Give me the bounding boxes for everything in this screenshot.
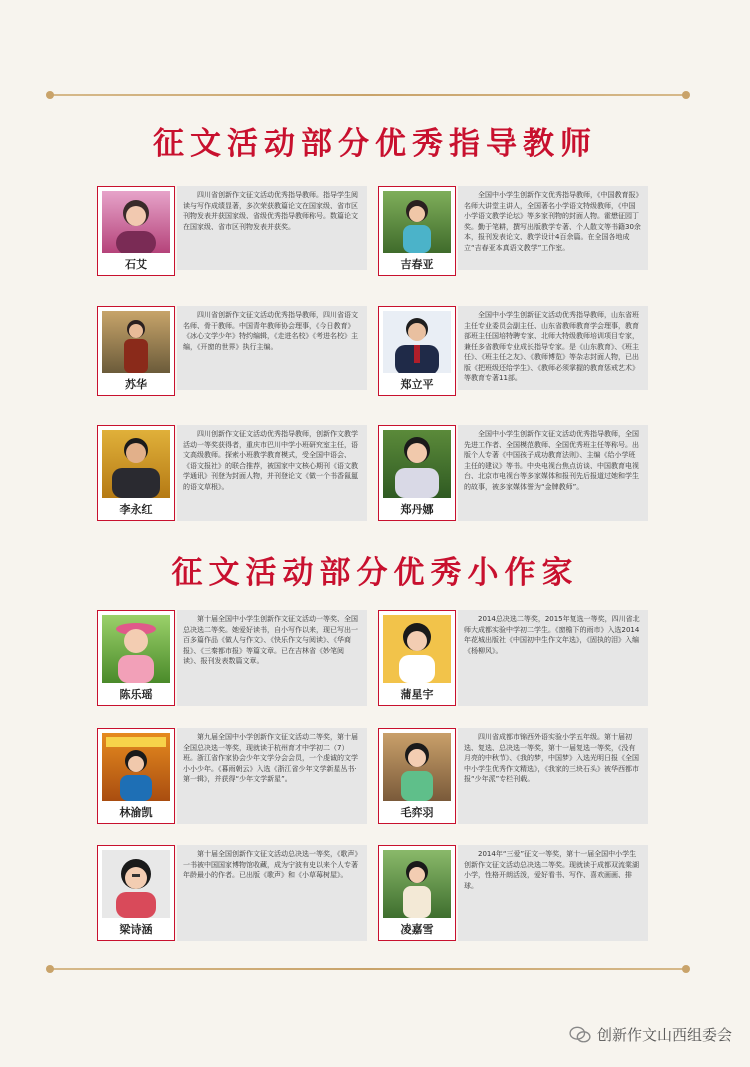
writer-card xyxy=(97,728,367,824)
portrait-photo xyxy=(102,733,170,801)
wechat-icon xyxy=(569,1026,591,1044)
person-silhouette-icon xyxy=(383,850,451,918)
person-bio: 四川省成都市锦西外语实验小学五年级。第十届初选、复选、总决选一等奖，第十一届复选一等奖，《没有月亮的中秋节》、《我的梦，中国梦》入选光明日报《全国中小学生优秀作文精选》，《我家的三块石头》被华西都市报“少年派”专栏刊载。 xyxy=(458,728,648,824)
photo-frame xyxy=(97,306,175,396)
person-silhouette-icon xyxy=(383,430,451,498)
photo-frame xyxy=(97,845,175,941)
photo-frame xyxy=(97,186,175,276)
section1-title: 征文活动部分优秀指导教师 xyxy=(153,126,597,162)
person-bio: 2014年“三爱”征文一等奖，第十一届全国中小学生创新作文征文活动总决选二等奖。现就读于成都双流棠湖小学，性格开朗活泼，爱好看书、写作、喜欢画画、排球。 xyxy=(458,845,648,941)
portrait-photo xyxy=(102,191,170,253)
person-bio: 四川省创新作文征文活动优秀指导教师。指导学生阅读与写作成绩显著，多次荣获教篇论文在国家级、省市区刊物发表并获国家级、省级优秀指导教师称号。数篇论文在国家级、省市区刊物发表并获奖。 xyxy=(177,186,367,270)
teacher-card xyxy=(378,425,648,521)
portrait-photo xyxy=(102,311,170,373)
writer-card xyxy=(378,845,648,941)
top-divider xyxy=(50,94,686,96)
person-silhouette-icon xyxy=(383,311,451,373)
teacher-card xyxy=(378,306,648,396)
person-name: 吉春亚 xyxy=(400,258,434,271)
person-name: 石艾 xyxy=(125,258,147,271)
person-bio: 四川省创新作文征文活动优秀指导教师，四川省语文名师、骨干教师。中国青年教师协会理事，《今日教育》《冰心文学少年》特约编辑，《走进名校》《考进名校》主编，《开窗的世界》执行主编。 xyxy=(177,306,367,390)
portrait-photo xyxy=(383,311,451,373)
writer-card xyxy=(97,610,367,706)
person-bio: 全国中小学生创新作文优秀指导教师，《中国教育报》名师大讲堂主讲人，全国著名小学语文特级教师，《中国小学语文教学论坛》等多家刊物的封面人物。霍懋征园丁奖。勤于笔耕，撰写出版教学专著、个人散文等书籍30余本，报刊发表论文、教学设计4百余篇。在全国各地成立“吉春亚本真语文教学”工作室。 xyxy=(458,186,648,270)
photo-frame xyxy=(378,306,456,396)
person-bio: 全国中小学生创新作文征文活动优秀指导教师，全国先进工作者、全国模范教师、全国优秀班主任等称号。出版个人专著《中国孩子成功教育法则》、主编《给小学班主任的建议》等书。中央电视台焦点访谈、中国教育电视台、北京市电视台等多家媒体和报刊先后报道过她和学生的故事，被多家媒体誉为“金牌教师”。 xyxy=(458,425,648,521)
teacher-card xyxy=(97,186,367,276)
photo-frame xyxy=(378,186,456,276)
portrait-photo xyxy=(102,615,170,683)
person-silhouette-icon xyxy=(383,191,451,253)
photo-frame xyxy=(378,845,456,941)
photo-frame xyxy=(378,728,456,824)
person-bio: 2014总决选二等奖，2015年复选一等奖，四川省北师大成都实验中学初二学生。《窗檐下的雨市》入选2014年花城出版社《中国初中生作文年选》，《固执的泪》入编《杨柳风》。 xyxy=(458,610,648,706)
teacher-card xyxy=(97,425,367,521)
person-name: 林渝凯 xyxy=(119,806,153,819)
writer-card xyxy=(378,610,648,706)
teacher-card xyxy=(378,186,648,276)
person-name: 蒲星宇 xyxy=(400,688,434,701)
person-name: 凌嘉雪 xyxy=(400,923,434,936)
person-silhouette-icon xyxy=(102,850,170,918)
person-silhouette-icon xyxy=(102,430,170,498)
writer-card xyxy=(97,845,367,941)
photo-frame xyxy=(97,425,175,521)
person-silhouette-icon xyxy=(102,615,170,683)
watermark-text: 创新作文山西组委会 xyxy=(596,1026,732,1044)
watermark xyxy=(569,1024,732,1045)
person-silhouette-icon xyxy=(383,733,451,801)
person-bio: 全国中小学生创新征文活动优秀指导教师，山东省班主任专业委员会副主任、山东省教师教育学会理事，教育部班主任国培特聘专家、北师大特级教师培训项目专家，兼任多省教师专业成长指导专家。是《山东教育》、《班主任》、《班主任之友》、《教师博览》等杂志封面人物，已出版《把班级还给学生》、《教师必须掌握的教育惩戒艺术》等教育专著11部。 xyxy=(458,306,648,390)
person-silhouette-icon xyxy=(102,191,170,253)
person-bio: 四川创新作文征文活动优秀指导教师，创新作文教学活动一等奖获得者，重庆市巴川中学小班研究室主任，语文高级教师。探索小班教学教育模式，受全国中语会、《语文报社》的联合推荐，被国家中文核心期刊《语文教学通讯》刊登为封面人物，并刊登论文《做一个书香氤氲的语文草根》。 xyxy=(177,425,367,521)
portrait-photo xyxy=(383,615,451,683)
person-name: 苏华 xyxy=(125,378,147,391)
portrait-photo xyxy=(383,850,451,918)
photo-frame xyxy=(378,425,456,521)
person-name: 李永红 xyxy=(119,503,153,516)
writer-card xyxy=(378,728,648,824)
section2-title: 征文活动部分优秀小作家 xyxy=(171,555,579,591)
portrait-photo xyxy=(102,850,170,918)
portrait-photo xyxy=(383,733,451,801)
person-name: 郑丹娜 xyxy=(400,503,434,516)
teacher-card xyxy=(97,306,367,396)
person-silhouette-icon xyxy=(383,615,451,683)
person-name: 梁诗涵 xyxy=(119,923,153,936)
person-silhouette-icon xyxy=(102,733,170,801)
person-name: 毛弈羽 xyxy=(400,806,434,819)
bottom-divider xyxy=(50,968,686,970)
portrait-photo xyxy=(383,430,451,498)
person-name: 郑立平 xyxy=(400,378,434,391)
person-bio: 第十届全国创新作文征文活动总决选一等奖，《歌声》一书被中国国家博物馆收藏，成为宁波有史以来个人专著年龄最小的作者。已出版《歌声》和《小草莓树屋》。 xyxy=(177,845,367,941)
photo-frame xyxy=(97,728,175,824)
person-name: 陈乐瑶 xyxy=(119,688,153,701)
photo-frame xyxy=(378,610,456,706)
person-bio: 第九届全国中小学创新作文征文活动二等奖，第十届全国总决选一等奖，现就读于杭州育才中学初二（7）班。浙江省作家协会少年文学分会会员，一个虔诚的文学小小少年。《暮雨朝云》入选《浙江省少年文学新星丛书·第一辑》，并获得“少年文学新星”。 xyxy=(177,728,367,824)
portrait-photo xyxy=(383,191,451,253)
person-silhouette-icon xyxy=(102,311,170,373)
photo-frame xyxy=(97,610,175,706)
portrait-photo xyxy=(102,430,170,498)
person-bio: 第十届全国中小学生创新作文征文活动一等奖、全国总决选二等奖。她爱好读书，自小写作以来，现已写出一百多篇作品《做人与作文》、《快乐作文与阅读》、《华商报》、《三秦都市报》等篇文章。已在吉林省《妙笔阅读》、报刊发表数篇文章。 xyxy=(177,610,367,706)
